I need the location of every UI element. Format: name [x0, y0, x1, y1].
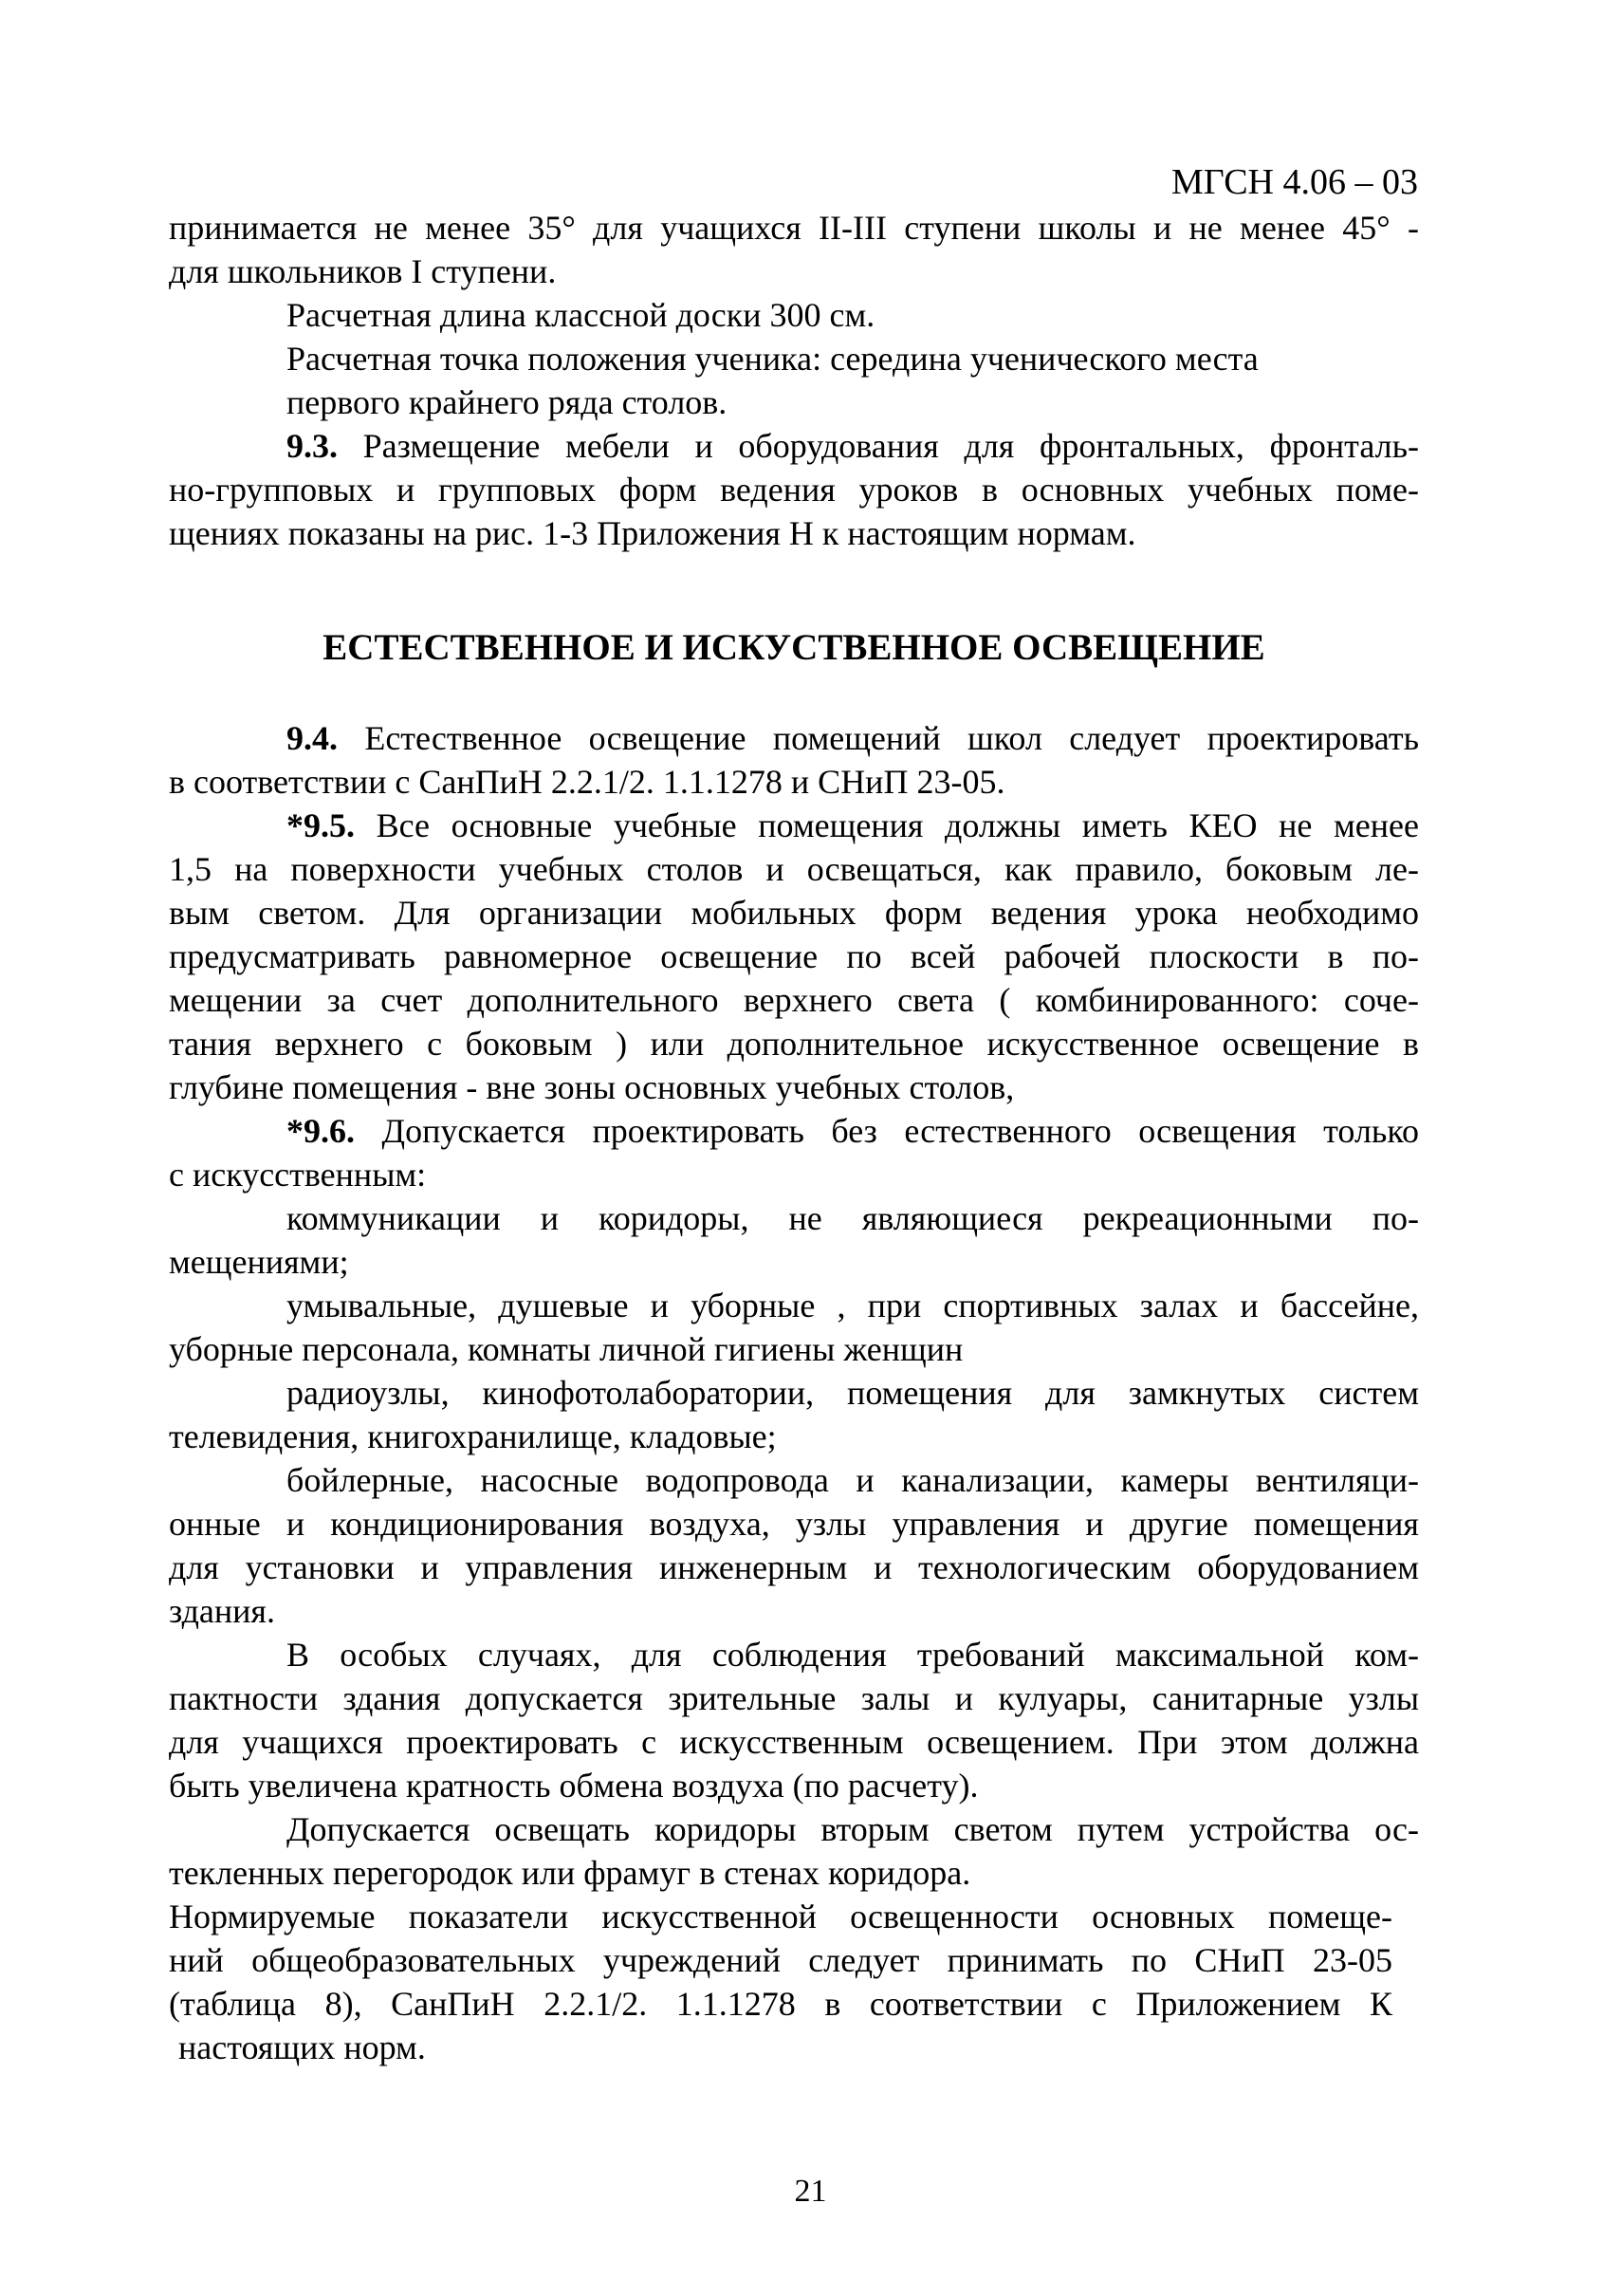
text-line: быть увеличена кратность обмена воздуха (по расчету).: [169, 1767, 979, 1805]
page-number: 21: [794, 2174, 827, 2209]
text-line: в соответствии с СанПиН 2.2.1/2. 1.1.1278 и СНиП 23-05.: [169, 763, 1005, 801]
document-code: МГСН 4.06 – 03: [1170, 162, 1418, 202]
text-line: Допускается освещать коридоры вторым светом путем устройства ос-: [286, 1810, 1419, 1848]
text-line: Расчетная длина классной доски 300 см.: [286, 296, 875, 334]
text-line: для установки и управления инженерным и технологическим оборудованием: [169, 1548, 1419, 1586]
text-line: тания верхнего с боковым ) или дополнительное искусственное освещение в: [169, 1025, 1419, 1063]
paragraph-9-3-line: [286, 425, 1419, 467]
text-line: уборные персонала, комнаты личной гигиены женщин: [169, 1330, 964, 1368]
text-line: бойлерные, насосные водопровода и канализации, камеры вентиляци-: [286, 1461, 1419, 1499]
text-line: щениях показаны на рис. 1-3 Приложения Н к настоящим нормам.: [169, 514, 1136, 552]
text-line: онные и кондиционирования воздуха, узлы управления и другие помещения: [169, 1505, 1419, 1543]
clause-number: 9.4.: [286, 719, 338, 757]
text-line: умывальные, душевые и уборные , при спортивных залах и бассейне,: [286, 1287, 1419, 1324]
text-line: мещениями;: [169, 1243, 349, 1281]
section-heading: ЕСТЕСТВЕННОЕ И ИСКУСТВЕННОЕ ОСВЕЩЕНИЕ: [322, 627, 1265, 668]
text-segment: Все основные учебные помещения должны иметь КЕО не менее: [355, 806, 1419, 844]
text-line: для учащихся проектировать с искусственным освещением. При этом должна: [169, 1723, 1419, 1761]
text-line: первого крайнего ряда столов.: [286, 383, 728, 421]
text-line: предусматривать равномерное освещение по всей рабочей плоскости в по-: [169, 937, 1419, 975]
paragraph-9-4-line: [286, 717, 1419, 759]
text-line: текленных перегородок или фрамуг в стенах коридора.: [169, 1854, 971, 1892]
clause-number: 9.3.: [286, 427, 338, 465]
text-line: Нормируемые показатели искусственной освещенности основных помеще-: [169, 1898, 1392, 1935]
text-line: принимается не менее 35° для учащихся II-III ступени школы и не менее 45° -: [169, 209, 1419, 247]
paragraph-9-6-line: [286, 1110, 1419, 1152]
text-line: с искусственным:: [169, 1156, 427, 1194]
text-line: здания.: [169, 1592, 275, 1630]
text-line: ний общеобразовательных учреждений следует принимать по СНиП 23-05: [169, 1941, 1392, 1979]
text-line: В особых случаях, для соблюдения требований максимальной ком-: [286, 1636, 1419, 1674]
text-line: глубине помещения - вне зоны основных учебных столов,: [169, 1068, 1015, 1106]
text-line: пактности здания допускается зрительные залы и кулуары, санитарные узлы: [169, 1679, 1419, 1717]
text-line: 1,5 на поверхности учебных столов и освещаться, как правило, боковым ле-: [169, 850, 1419, 888]
text-line: для школьников I ступени.: [169, 252, 557, 290]
text-segment: Допускается проектировать без естественного освещения только: [355, 1112, 1419, 1150]
clause-number: *9.5.: [286, 806, 355, 844]
text-line: Расчетная точка положения ученика: середина ученического места: [286, 340, 1259, 378]
text-line: коммуникации и коридоры, не являющиеся рекреационными по-: [286, 1199, 1419, 1237]
clause-number: *9.6.: [286, 1112, 355, 1150]
paragraph-9-5-line: [286, 805, 1419, 846]
text-line: вым светом. Для организации мобильных форм ведения урока необходимо: [169, 894, 1419, 932]
text-line: но-групповых и групповых форм ведения уроков в основных учебных поме-: [169, 471, 1419, 509]
text-line: (таблица 8), СанПиН 2.2.1/2. 1.1.1278 в соответствии с Приложением К: [169, 1985, 1392, 2023]
text-line: телевидения, книгохранилище, кладовые;: [169, 1417, 777, 1455]
text-line: радиоузлы, кинофотолаборатории, помещения для замкнутых систем: [286, 1374, 1419, 1412]
text-segment: Размещение мебели и оборудования для фронтальных, фронталь-: [338, 427, 1419, 465]
text-segment: Естественное освещение помещений школ следует проектировать: [338, 719, 1419, 757]
text-line: мещении за счет дополнительного верхнего света ( комбинированного: соче-: [169, 981, 1419, 1019]
text-line: настоящих норм.: [178, 2028, 426, 2066]
